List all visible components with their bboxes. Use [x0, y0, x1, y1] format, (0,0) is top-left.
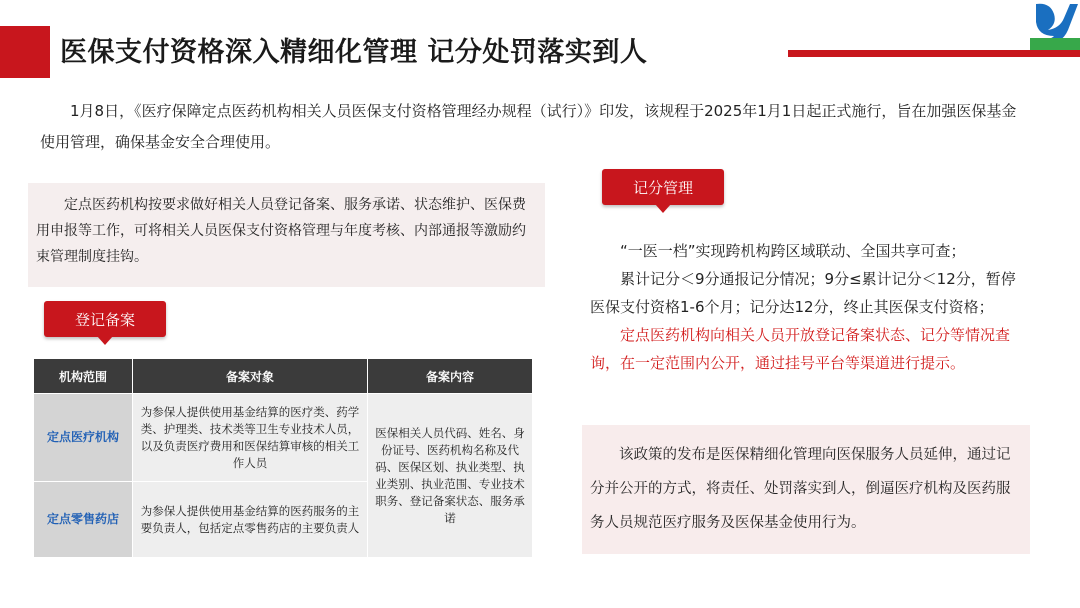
table-cell-scope: 定点零售药店	[34, 482, 133, 558]
table-row	[34, 394, 533, 482]
registration-table	[33, 358, 533, 558]
registration-tag-label: 登记备案	[74, 310, 135, 329]
right-summary-text: 该政策的发布是医保精细化管理向医保服务人员延伸，通过记分并公开的方式，将责任、处罚落实到人，倒逼医疗机构及医药服务人员规范医疗服务及医保基金使用行为。	[590, 447, 1011, 531]
scoring-tag-label: 记分管理	[632, 178, 693, 197]
scoring-line: “一医一档”实现跨机构跨区域联动、全国共享可查；	[620, 242, 966, 260]
brand-logo-icon	[1030, 0, 1080, 50]
title-accent-block	[0, 26, 50, 78]
intro-paragraph: 1月8日，《医疗保障定点医药机构相关人员医保支付资格管理经办规程（试行）》印发，该规程于2025年1月1日起正式施行，旨在加强医保基金使用管理，确保基金安全合理使用。	[40, 102, 1017, 151]
left-summary-text: 定点医药机构按要求做好相关人员登记备案、服务承诺、状态维护、医保费用申报等工作，可将相关人员医保支付资格管理与年度考核、内部通报等激励约束管理制度挂钩。	[36, 197, 526, 265]
table-header-cell: 备案对象	[133, 359, 368, 394]
scoring-tag	[602, 169, 724, 205]
registration-tag	[44, 301, 166, 337]
table-header-cell: 备案内容	[368, 359, 533, 394]
scoring-text	[590, 237, 1030, 377]
scoring-line-highlight: 定点医药机构向相关人员开放登记备案状态、记分等情况查询，在一定范围内公开，通过挂号平台等渠道进行提示。	[590, 326, 1011, 372]
tag-pointer	[655, 204, 671, 213]
scoring-line: 累计记分＜9分通报记分情况；9分≤累计记分＜12分，暂停医保支付资格1-6个月；记分达12分，终止其医保支付资格；	[590, 270, 1016, 316]
tag-pointer	[97, 336, 113, 345]
table-cell-content: 医保相关人员代码、姓名、身份证号、医药机构名称及代码、医保区划、执业类型、执业类别、执业范围、专业技术职务、登记备案状态、服务承诺	[368, 394, 533, 558]
table-header-cell: 机构范围	[34, 359, 133, 394]
table-header-row	[34, 359, 533, 394]
title-accent-line	[788, 50, 1080, 57]
table-cell-object: 为参保人提供使用基金结算的医药服务的主要负责人，包括定点零售药店的主要负责人	[133, 482, 368, 558]
table-cell-object: 为参保人提供使用基金结算的医疗类、药学类、护理类、技术类等卫生专业技术人员，以及负责医疗费用和医保结算审核的相关工作人员	[133, 394, 368, 482]
page-title: 医保支付资格深入精细化管理 记分处罚落实到人	[60, 37, 648, 68]
table-cell-scope: 定点医疗机构	[34, 394, 133, 482]
